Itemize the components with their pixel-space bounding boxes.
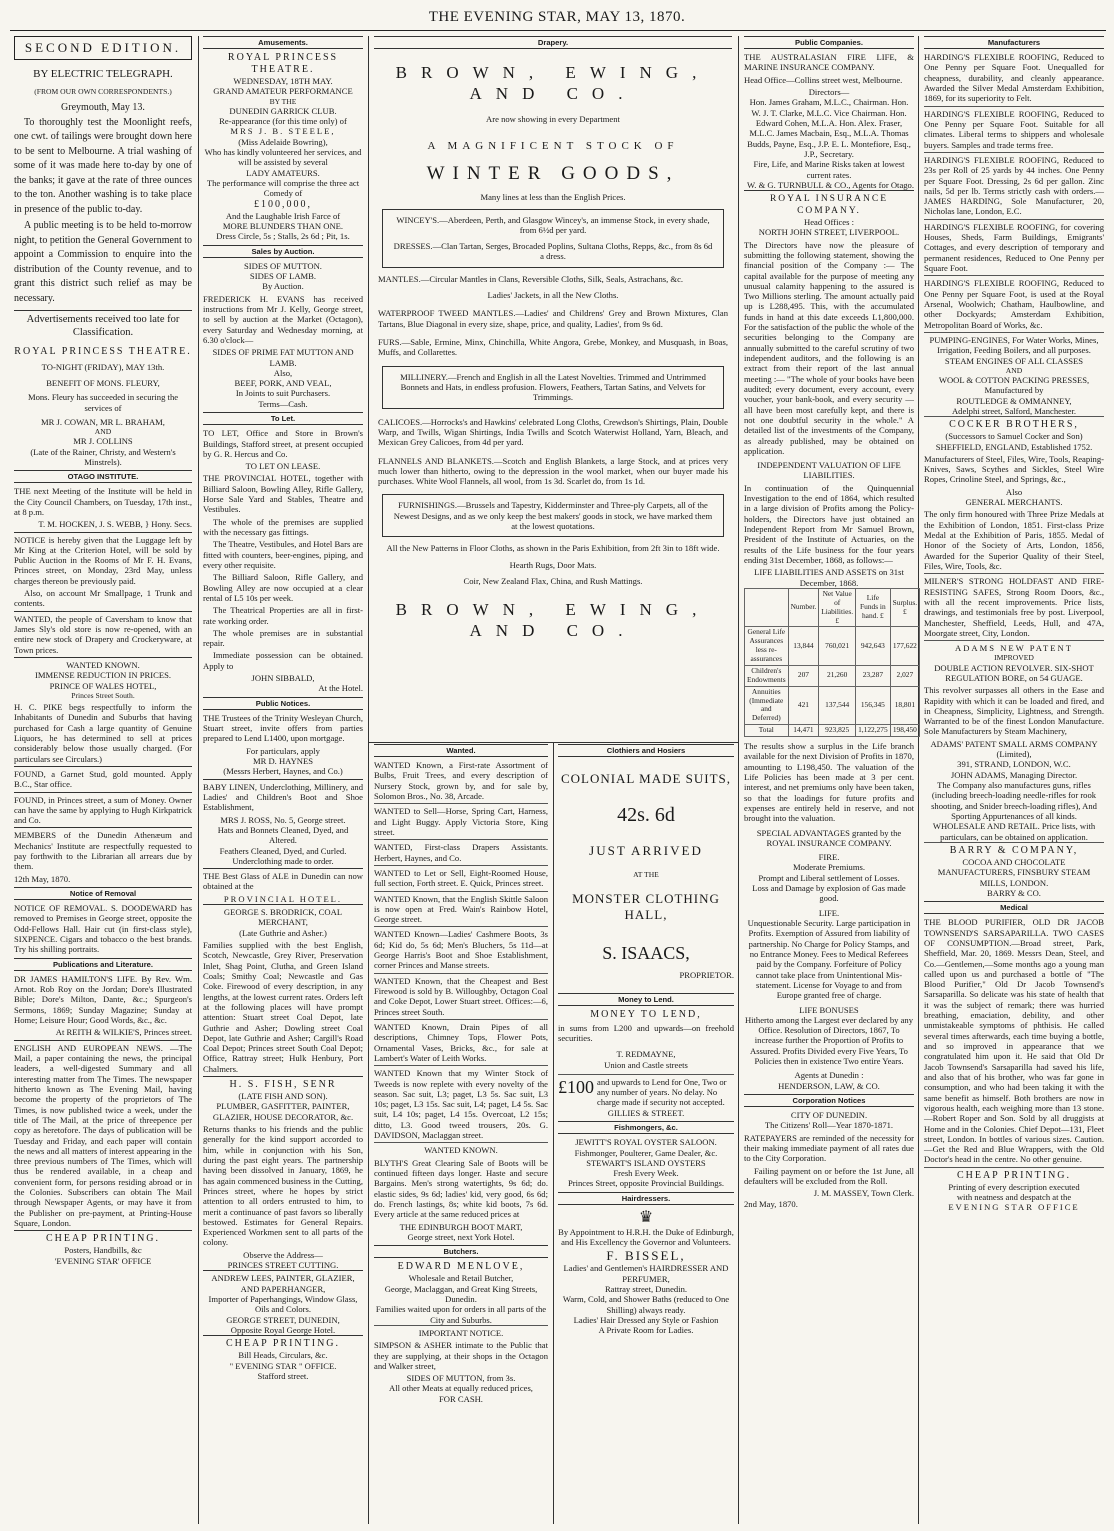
found-notice: FOUND, a Garnet Stud, gold mounted. Apply B.C., Star office. bbox=[14, 766, 192, 790]
revolver-text: This revolver surpasses all others in the Ease and Rapidity with which it can be loaded and fired, and in Cheapness, Simplicity, Lightness, and Strength. Warranted to be of the finest London Manufacture. Sole Manufacturers by Steam Machinery, bbox=[924, 685, 1104, 737]
cheap-printing: CHEAP PRINTING. bbox=[14, 1230, 192, 1245]
at-the: AT THE bbox=[633, 870, 659, 880]
found-notice: FOUND, in Princes street, a sum of Money. Owner can have the same by applying to Hugh Kirkpatrick and Co. bbox=[14, 792, 192, 826]
barry-co: BARRY & CO. bbox=[987, 887, 1041, 898]
prize-medals: The only firm honoured with Three Prize Medals at the Exhibition of London, 1851. First-class Prize Medal at the Exhibition of Paris, 1855. Medal of Honor of the Society of Arts, London, 1856, Awarded for the Superior Quality of their Steel, Files, Wire, Tools, &c. bbox=[924, 509, 1104, 571]
table-row bbox=[745, 686, 920, 725]
caversham-notice: WANTED, the people of Caversham to know that James Sly's old store is now re-opened, with an entire new stock of Drapery and Crockeryware, at Town prices. bbox=[14, 611, 192, 655]
masthead: THE EVENING STAR, MAY 13, 1870. bbox=[428, 9, 686, 25]
hearth-rugs: Hearth Rugs, Door Mats. bbox=[509, 559, 597, 570]
cocker-text: Manufacturers of Steel, Files, Wire, Tools, Reaping-Knives, Saws, Scythes and Sickles, Steel Wire Ropes, Crinoline Steel, and Springs, &c., bbox=[924, 453, 1104, 485]
wanted-known: WANTED KNOWN. bbox=[14, 657, 192, 670]
wanted-ad: WANTED Known, a First-rate Assortment of Bulbs, Fruit Trees, and every description of Nursery Stock, grown by, and for sale by, Solomon Bros., No. 38, Arcade. bbox=[374, 760, 548, 802]
wanted-ad: WANTED, First-class Drapers Assistants. Herbert, Haynes, and Co. bbox=[374, 839, 548, 863]
observe: Observe the Address— bbox=[243, 1249, 323, 1260]
column-rule bbox=[738, 36, 739, 1524]
butchers-heading: Butchers. bbox=[374, 1245, 548, 1258]
bill-heads: Bill Heads, Circulars, &c. bbox=[238, 1350, 328, 1361]
trinity-notice: THE Trustees of the Trinity Wesleyan Church, Stuart street, invite offers from parties prepared to Lend L1400, upon mortgage. bbox=[203, 712, 363, 744]
otago-notice: THE next Meeting of the Institute will be held in the City Council Chambers, on Tuesday, 17th inst., at 8 p.m. bbox=[14, 486, 192, 517]
adams: ADAMS NEW PATENT bbox=[924, 640, 1104, 653]
fish-notice: Returns thanks to his friends and the public generally for the kind support accorded to him, while in conjunction with his Son, during the past eight years. The partnership having been dissolved in January, 1869, he has again commenced business in the Cutting, Princes street, where he hopes by strict attention to all orders entrusted to him, to merit a continuance of past favors so liberally bestowed. Estimates for General Repairs. Experienced Workmen sent to all parts of the colony. bbox=[203, 1124, 363, 1248]
terms: Terms—Cash. bbox=[258, 398, 308, 409]
members-notice: MEMBERS of the Dunedin Athenæum and Mechanics' Institute are respectfully requested to pay forthwith to the Librarian all arrears due by them. bbox=[14, 827, 192, 871]
cutting: PRINCES STREET CUTTING. bbox=[227, 1260, 339, 1271]
wanted-ad: WANTED Known—Ladies' Cashmere Boots, 3s 6d; Kid do, 5s 6d; Men's Bluchers, 5s 11d—at George Harris's Boot and Shoe Establishment, corner Princes and Manse streets. bbox=[374, 926, 548, 970]
wanted-column bbox=[374, 744, 548, 1526]
moderate: Moderate Premiums. bbox=[792, 862, 866, 873]
public-companies-column bbox=[744, 36, 918, 1526]
removal-heading: Notice of Removal bbox=[14, 887, 192, 900]
by-auction: By Auction. bbox=[262, 281, 304, 292]
just-arrived: JUST ARRIVED bbox=[589, 842, 703, 858]
article-para: A public meeting is to be held to-morrow night, to petition the General Government to appoint a Commission to enquire into the distribution of the County revenue, and to grant this district such relief as may be necessary. bbox=[14, 220, 193, 304]
haynes-co: (Messrs Herbert, Haynes, and Co.) bbox=[223, 766, 343, 777]
guthrie: (Late Guthrie and Asher.) bbox=[239, 927, 327, 938]
adams-company: ADAMS' PATENT SMALL ARMS COMPANY bbox=[930, 738, 1098, 749]
all-other: All other Meats at equally reduced prices, bbox=[389, 1383, 533, 1394]
bissel: F. BISSEL, bbox=[606, 1247, 686, 1263]
money-heading: Money to Lend. bbox=[558, 993, 734, 1006]
wincey: WINCEY'S.—Aberdeen, Perth, and Glasgow Wincey's, an immense Stock, in every shade, from 6½d per yard. bbox=[396, 214, 710, 235]
baby-linen: BABY LINEN, Underclothing, Millinery, and Ladies' and Children's Boot and Shoe Establishment, bbox=[203, 779, 363, 813]
tonight: TO-NIGHT (FRIDAY), MAY 13th. bbox=[41, 361, 165, 372]
special-advantages: SPECIAL ADVANTAGES granted by the ROYAL INSURANCE COMPANY. bbox=[756, 827, 902, 848]
beef: BEEF, PORK, AND VEAL, bbox=[234, 378, 332, 389]
henderson: HENDERSON, LAW, & CO. bbox=[778, 1080, 880, 1091]
importer: Importer of Paperhangings, Window Glass, Oils and Colors. bbox=[208, 1294, 358, 1315]
general-merchants: GENERAL MERCHANTS. bbox=[965, 497, 1063, 508]
theatre-title: ROYAL PRINCESS THEATRE. bbox=[14, 345, 192, 357]
wanted-ad: WANTED Known, Drain Pipes of all descriptions, Chimney Tops, Flower Pots, Ornamental Vases, Bricks, &c., for sale at Lambert's Water of Leith Works. bbox=[374, 1019, 548, 1063]
neatness: with neatness and despatch at the bbox=[956, 1192, 1072, 1203]
royal-statement: The Directors have now the pleasure of submitting the following statement, showing the financial position of the Company :— The capital available for the purpose of meeting any unusual calamity happening to the assured is Two Millions sterling. The amount actually paid up is L288,495. This, with the accumulated funds in hand at this date exceeds L1,800,000. For the satisfaction of the public the whole of the securities belonging to the Company are annually submitted to the careful scrutiny of two independent auditors, and the following is an extract from their report of the last annual meeting :— "The whole of your books have been audited; every document, every account, every voucher, your bank-book, and every security —all have been most carefully kept, and there is not one doubtful security in the whole." A detailed list of the investments of the Company, as already published, may be obtained on application. bbox=[744, 239, 914, 456]
opposite: Opposite Royal George Hotel. bbox=[230, 1324, 336, 1335]
ladies-jackets: Ladies' Jackets, in all the New Cloths. bbox=[487, 290, 619, 301]
massey: J. M. MASSEY, Town Clerk. bbox=[813, 1188, 914, 1199]
barry: BARRY & COMPANY, bbox=[924, 842, 1104, 857]
pound-text: and upwards to Lend for One, Two or any number of years. No delay. No charge made if security not accepted. bbox=[597, 1076, 727, 1108]
john-adams: JOHN ADAMS, Managing Director. bbox=[950, 769, 1078, 780]
corporation-heading: Corporation Notices bbox=[744, 1094, 914, 1107]
reappearance: Re-appearance (for this time only) of bbox=[219, 116, 347, 127]
brown-ewing-title: BROWN, EWING, AND CO. bbox=[395, 63, 711, 103]
hotel-notice: The whole of the premises are supplied with the necessary gas fittings. bbox=[203, 516, 363, 537]
millinery: MILLINERY.—French and English in all the Latest Novelties. Trimmed and Untrimmed Bonnets and Hats, in endless profusion. Flowers, Feathers, Tartan Satins, and Velvets for Trimmings. bbox=[382, 366, 724, 409]
wanted-ad: WANTED Known that my Winter Stock of Tweeds is now replete with every novelty of the season. Sac suit, L3; paget, L3 5s. Sac suit, L3 10s; paget, L3 15s. Sac suit, L4; paget, L4 5s. Sac suit, L4 10s; paget, L4 15s. Overcoat, L2 15s; ditto, L3. Good tweed trousers, 20s. G. DAVIDSON, Maclaggan street. bbox=[374, 1065, 548, 1140]
also: Also, bbox=[273, 367, 293, 378]
public-notices-heading: Public Notices. bbox=[203, 697, 363, 710]
colonial-suits: COLONIAL MADE SUITS, bbox=[560, 771, 732, 787]
liabilities-table bbox=[744, 588, 920, 737]
cell: 760,021 bbox=[819, 627, 856, 666]
cell: 207 bbox=[788, 665, 819, 686]
cell: 156,345 bbox=[856, 686, 891, 725]
york: George street, next York Hotel. bbox=[407, 1231, 515, 1242]
hotel-notice: Immediate possession can be obtained. Apply to bbox=[203, 650, 363, 671]
correspondents: (FROM OUR OWN CORRESPONDENTS.) bbox=[34, 86, 172, 96]
proprietor: PROPRIETOR. bbox=[679, 970, 734, 981]
volunteered: Who has kindly volunteered her services, and will be assisted by several bbox=[204, 147, 362, 168]
drapery-heading: Drapery. bbox=[374, 36, 732, 49]
harding-ad: HARDING'S FLEXIBLE ROOFING, Reduced to One Penny per Square Foot, is used at the Royal Arsenal, Woolwich; Chatham, Haulbowline, and other Dockyards; Amsterdam Exhibition, Metropolitan Board of Works, &c. bbox=[924, 275, 1104, 330]
fresh: Fresh Every Week. bbox=[613, 1168, 679, 1179]
furs: FURS.—Sable, Ermine, Minx, Chinchilla, White Angora, Grebe, Monkey, and Musquash, in Boas, Muffs, and Collarettes. bbox=[378, 337, 728, 358]
clothiers-column bbox=[558, 744, 734, 1526]
grand-performance: GRAND AMATEUR PERFORMANCE bbox=[213, 86, 353, 97]
routledge: ROUTLEDGE & OMMANNEY, bbox=[956, 395, 1072, 406]
steele: MRS J. B. STEELE, bbox=[230, 126, 336, 137]
late-of: (Late of the Rainer, Christy, and Western's Minstrels). bbox=[30, 446, 176, 467]
performance: The performance will comprise the three act Comedy of bbox=[206, 178, 360, 199]
stewart: STEWART'S ISLAND OYSTERS bbox=[586, 1157, 706, 1168]
strand: 391, STRAND, LONDON, W.C. bbox=[957, 759, 1071, 770]
cell: 14,471 bbox=[788, 725, 819, 737]
blyth-ad: BLYTH'S Great Clearing Sale of Boots will be continued fifteen days longer. Haste and secure Bargains. Men's strong watertights, 9s 6d; do. elastic sides, 9s 6d; ladies' kid, very good, 6s 6d; do. French lastings, 8s; white kid boots, 7s 6d. Every article at the same reduced prices at bbox=[374, 1157, 548, 1220]
waterproof: WATERPROOF TWEED MANTLES.—Ladies' and Childrens' Grey and Brown Mixtures, Clan Tartans, Blue Diagonal in every size, shape, price, and quality, Ladies', from 9s 6d. bbox=[378, 308, 728, 329]
stafford: Stafford street. bbox=[257, 1370, 309, 1381]
pound-amount: £100 bbox=[558, 1076, 594, 1097]
independent-text: In continuation of the Quinquennial Investigation to the end of 1864, which resulted in a large division of Profits among the Policy-holders, the Directors have just obtained an Independent Report from Mr Samuel Brown, President of the Institute of Actuaries, on the results of the Life business for the four years ending 31st December, 1868, as follows:— bbox=[744, 482, 914, 565]
garrick-club: DUNEDIN GARRICK CLUB. bbox=[229, 105, 337, 116]
bonuses-text: Hitherto among the Largest ever declared by any Office. Resolution of Directors, 1867, To increase further the Proportion of Profits to Assured. Profits Divided every Five Years, To Policies then in existence Two entire Years. bbox=[744, 1014, 914, 1067]
royal-insurance: ROYAL INSURANCE COMPANY. bbox=[744, 190, 914, 217]
manufacturers-column bbox=[924, 36, 1104, 1526]
publications-heading: Publications and Literature. bbox=[14, 958, 192, 971]
monster-hall: MONSTER CLOTHING HALL, bbox=[572, 891, 720, 922]
dresses: DRESSES.—Clan Tartan, Serges, Brocaded Poplins, Sultana Cloths, Repps, &c., from 8s 6d a dress. bbox=[393, 241, 713, 262]
prime-mutton: SIDES OF PRIME FAT MUTTON AND LAMB. bbox=[212, 347, 354, 368]
suit-price: 42s. 6d bbox=[617, 803, 675, 826]
results: The results show a surplus in the Life branch available for the next Division of Profits in 1870, amounting to L198,450. The valuation of the Life Policies has been made at 3 per cent. interest, and net premiums only have been taken, so that the loadings for future profits and expenses are entirely held in reserve, and not brought into the valuation. bbox=[744, 741, 914, 824]
cell: 137,544 bbox=[819, 686, 856, 725]
table-row bbox=[745, 665, 920, 686]
hats: Hats and Bonnets Cleaned, Dyed, and Altered. bbox=[217, 824, 349, 846]
wednesday: WEDNESDAY, 18TH MAY. bbox=[233, 76, 333, 87]
baths: Warm, Cold, and Shower Baths (reduced to One Shilling) always ready. bbox=[562, 1294, 730, 1315]
ale-notice: THE Best Glass of ALE in Dunedin can now obtained at the bbox=[203, 868, 363, 892]
fishmongers-heading: Fishmongers, &c. bbox=[558, 1121, 734, 1134]
column-rule bbox=[918, 36, 919, 1524]
edition-heading: SECOND EDITION. bbox=[14, 36, 192, 60]
furnishings: FURNISHINGS.—Brussels and Tapestry, Kidderminster and Three-ply Carpets, all of the Newest Designs, and as we only keep the best makers' goods in stock, we have marked them at the lowest quotations. bbox=[382, 494, 724, 537]
sums: in sums from L200 and upwards—on freehold securities. bbox=[558, 1022, 734, 1043]
jewitt: JEWITT'S ROYAL OYSTER SALOON. bbox=[575, 1137, 717, 1148]
column-2 bbox=[203, 36, 363, 1526]
agents: Agents at Dunedin : bbox=[794, 1070, 864, 1081]
directors: Directors— bbox=[808, 87, 850, 98]
late-heading: Advertisements received too late for Classification. bbox=[14, 310, 192, 339]
prompt: Prompt and Liberal settlement of Losses. bbox=[758, 872, 900, 883]
secretaries: T. M. HOCKEN, J. S. WEBB, } Hony. Secs. bbox=[38, 519, 192, 530]
pumping-engines: PUMPING-ENGINES, For Water Works, Mines, Irrigation, Feeding Boilers, and all purposes. STEAM ENGINES OF ALL CLASSES bbox=[924, 332, 1104, 366]
hotel-notice: The Theatrical Properties are all in first-rate working order. bbox=[203, 605, 363, 626]
calicoes: CALICOES.—Horrocks's and Hawkins' celebrated Long Cloths, Crewdson's Shirtings, Plain, Double Warp, and Twills, Wigan Shirtings, India Twills and Scotch Waterwist Holland, Yarn, Bleach, and Mexican Grey Calicoes, from 4d per yard. bbox=[378, 416, 728, 448]
mantles: MANTLES.—Circular Mantles in Clans, Reversible Cloths, Silk, Seals, Astrachans, &c. bbox=[378, 273, 684, 284]
immense-reduction: IMMENSE REDUCTION IN PRICES. bbox=[34, 670, 172, 681]
many-lines: Many lines at less than the English Prices. bbox=[480, 192, 626, 203]
australasian: THE AUSTRALASIAN FIRE LIFE, & MARINE INSURANCE COMPANY. bbox=[744, 52, 914, 73]
cheap-printing: CHEAP PRINTING. bbox=[203, 1335, 363, 1350]
performers: MR J. COWAN, MR L. BRAHAM, bbox=[41, 416, 165, 427]
corp-date: 2nd May, 1870. bbox=[744, 1198, 798, 1209]
improved: IMPROVED bbox=[994, 653, 1034, 663]
row-label: Annuities (Immediate and Deferred) bbox=[745, 686, 789, 725]
clothiers-heading: Clothiers and Hosiers bbox=[558, 744, 734, 757]
wanted-heading: Wanted. bbox=[374, 744, 548, 757]
maclaggan: George, Maclaggan, and Great King Streets, Dunedin. bbox=[384, 1283, 538, 1304]
hotel-notice: The Theatre, Vestibules, and Hotel Bars are fitted with counters, beer-engines, piping, and every other requisite. bbox=[203, 539, 363, 570]
prices: Dress Circle, 5s ; Stalls, 2s 6d ; Pit, 1s. bbox=[216, 231, 350, 242]
public-heading: Public Companies. bbox=[744, 36, 914, 49]
cocker: COCKER BROTHERS, bbox=[924, 416, 1104, 431]
city: CITY OF DUNEDIN. bbox=[790, 1110, 868, 1121]
joints: In Joints to suit Purchasers. bbox=[235, 388, 331, 399]
lease: TO LET ON LEASE. bbox=[245, 461, 321, 472]
double-action: DOUBLE ACTION REVOLVER. SIX-SHOT REGULATION BORE, on 54 GUAGE. bbox=[934, 662, 1094, 683]
wanted-ad: WANTED Known, that the Cheapest and Best Firewood is sold by B. Willoughby, Octagon Coal and Coke Depot, Lower Stuart street. Offices:—6, Princes street South. bbox=[374, 973, 548, 1017]
harding-ad: HARDING'S FLEXIBLE ROOFING, Reduced to One Penny per Square Foot. Unequalled for cheapness, durability, and cleanly appearance. Awarded the Silver Medal Amsterdam Exhibition, 1869, for its superiority to Felt. bbox=[924, 52, 1104, 104]
liverpool: NORTH JOHN STREET, LIVERPOOL. bbox=[758, 227, 900, 238]
director-list: Hon. James Graham, M.L.C., Chairman. Hon. W. J. T. Clarke, M.L.C. Vice Chairman. Hon. Edward Cohen, M.L.A. Hon. Alex. Fraser, M.L.C. James Macbain, Esq., M.L.A. Thomas Budds, Payne, Esq., J.P. E. L. Montefiore, Esq., J.P., Secretary. bbox=[747, 97, 911, 159]
fleury-text: Mons. Fleury has succeeded in securing the services of bbox=[27, 392, 179, 413]
office-name: " EVENING STAR " OFFICE. bbox=[229, 1360, 337, 1371]
table-row bbox=[745, 627, 920, 666]
telegraph-heading: BY ELECTRIC TELEGRAPH. bbox=[33, 67, 173, 80]
redmayne: T. REDMAYNE, bbox=[616, 1049, 676, 1060]
private-room: A Private Room for Ladies. bbox=[598, 1325, 694, 1336]
milner: MILNER'S STRONG HOLDFAST AND FIRE-RESISTING SAFES, Strong Room Doors, &c., with all the recent improvements. Price lists, drawings, and testimonials free by post. Liverpool, Manchester, Sheffield, Leeds, Hull, and 47A, Moorgate street, City, London. bbox=[924, 573, 1104, 638]
cell: 923,825 bbox=[819, 725, 856, 737]
also: Also bbox=[1005, 486, 1023, 497]
hotel-notice: The Billiard Saloon, Rifle Gallery, and Bowling Alley are now occupied at a clear rental of L5 10s per week. bbox=[203, 572, 363, 603]
plumber: PLUMBER, GASFITTER, PAINTER, GLAZIER, HOUSE DECORATOR, &c. bbox=[212, 1101, 354, 1122]
cocoa: COCOA AND CHOCOLATE MANUFACTURERS, FINSBURY STEAM MILLS, LONDON. bbox=[937, 856, 1091, 888]
haynes: MR D. HAYNES bbox=[252, 756, 314, 767]
lady-amateurs: LADY AMATEURS. bbox=[246, 167, 320, 178]
to-let-heading: To Let. bbox=[203, 412, 363, 425]
company-text: The Company also manufactures guns, rifles (including breech-loading needle-rifles for rook shooting, and Snider breech-loading rifles), And Sporting Appurtenances of all kinds. WHOLESALE AND RETAIL. Price lists, with particulars, can be obtained on application. bbox=[931, 780, 1097, 842]
section-rule bbox=[369, 742, 738, 743]
and: AND bbox=[94, 427, 112, 437]
harding-ad: HARDING'S FLEXIBLE ROOFING, Reduced to 23s per Roll of 25 yards by 44 inches. One Penny per Square Foot. Dressing, 2s 6d per gallon. Zinc nails, 5d per lb. Terms strictly cash with orders.—JAMES HARDING, Sole Manufacturer, 20, Nicholas lane, London, E.C. bbox=[924, 152, 1104, 217]
flannels: FLANNELS AND BLANKETS.—Scotch and English Blankets, a large Stock, and at prices very much lower than hitherto, owing to the depression in the wool market, when our buyer made his purchases. White Wool Flannels, all wool, from 1s 3d. Scarlet do, from 1s 1d. bbox=[378, 455, 728, 487]
table-row bbox=[745, 725, 920, 737]
fish-title: H. S. FISH, SENR bbox=[203, 1076, 363, 1091]
amusements-heading: Amusements. bbox=[203, 36, 363, 49]
hairdresser: Ladies' and Gentlemen's HAIRDRESSER AND PERFUMER, bbox=[563, 1263, 729, 1284]
for-particulars: For particulars, apply bbox=[246, 745, 320, 756]
citizens-roll: The Citizens' Roll—Year 1870-1871. bbox=[764, 1120, 894, 1131]
english-news: ENGLISH AND EUROPEAN NEWS. —The Mail, a paper containing the news, the principal leaders, a well-digested Summary and all interesting matter from The Times. The newspaper hitherto known as The Evening Mail, having become the property of the proprietors of The Times, is now published twice a week, under the title of The Mail, at the price of threepence per copy as heretofore. The days of publication will be Tuesday and Friday, and each paper will contain the news and all matters of interest appearing in the three previous numbers of The Times, which will thus be rendered available, in a cheap and convenient form, for persons residing abroad or in the Colonies. Subscribers can obtain The Mail through Newspaper Agents, or may have it from the Publisher on pre-payment, at Printing-House Square, London. bbox=[14, 1040, 192, 1229]
prince-street: Princes Street South. bbox=[71, 690, 135, 700]
for-cash: FOR CASH. bbox=[439, 1393, 483, 1404]
cell: 177,622 bbox=[890, 627, 919, 666]
column-rule bbox=[553, 742, 554, 1524]
office-name: 'EVENING STAR' OFFICE bbox=[54, 1255, 152, 1266]
col-net: Net Value of Liabilities. £ bbox=[819, 588, 856, 627]
pike-notice: H. C. PIKE begs respectfully to inform the Inhabitants of Dunedin and Suburbs that having purchased for Cash a large quantity of Genuine Liquors, he has determined to sell at prices considerably below those usually charged. (For particulars see Circulars.) bbox=[14, 702, 192, 764]
life-text: Unquestionable Security. Large participation in Profits. Exemption of Assured from liability of partnership. No Charge for Policy Stamps, and no Entrance Money. Fees to Medical Referees paid by the Company. Forfeiture of Policy cannot take place from Unintentional Mis-statement. License for Voyage to and from Europe granted free of charge. bbox=[747, 918, 911, 1001]
ratepayers: RATEPAYERS are reminded of the necessity for their making immediate payment of all rates due to the City Corporation. bbox=[744, 1132, 914, 1164]
important: IMPORTANT NOTICE. bbox=[374, 1325, 548, 1338]
isaacs: S. ISAACS, bbox=[602, 942, 690, 963]
comedy-title: £100,000, bbox=[254, 198, 312, 210]
masthead-rule bbox=[10, 30, 1106, 31]
head-offices: Head Offices : bbox=[804, 216, 854, 227]
cell: 942,643 bbox=[856, 627, 891, 666]
risks: Fire, Life, and Marine Risks taken at lowest current rates. bbox=[753, 159, 905, 180]
fishmonger: Fishmonger, Poulterer, Game Dealer, &c. bbox=[574, 1147, 718, 1158]
wanted-ad: WANTED Known, that the English Skittle Saloon is now open at Fred. Wain's Rainbow Hotel, George street. bbox=[374, 891, 548, 925]
column-1 bbox=[14, 36, 192, 1526]
to-let-notice: TO LET, Office and Store in Brown's Buildings, Stafford street, at present occupied by G. R. Hercus and Co. bbox=[203, 428, 363, 459]
bonuses: LIFE BONUSES bbox=[799, 1004, 859, 1015]
royal-theatre: ROYAL PRINCESS THEATRE. bbox=[227, 52, 339, 76]
wool-presses: WOOL & COTTON PACKING PRESSES, bbox=[938, 374, 1090, 385]
blood-purifier: THE BLOOD PURIFIER, OLD DR JACOB TOWNSEND'S SARSAPARILLA. TWO CASES OF CONSUMPTION.—Broad street, Park, Sheffield, Mar. 20, 1869. Messrs Dean, Steel, and Co.—Gentlemen,—Some months ago a young man called upon us and purchased a bottle of "The Blood Purifier," Old Dr Jacob Townsend's Sarsaparilla. So delicate was his state of health that it was the subject of remark; there was hurried breathing, emaciation, debility, and other unmistakeable symptoms of phthisis. He called several times afterwards, each time buying a bottle, and so improved in appearance that we congratulated him upon it. He said that Old Dr Jacob Townsend's Sarsaparilla had saved his life, and also that of his brother, who was far gone in consumption, and who had been taking it with the same benefit as himself. Both brothers are now in vigorous health, each weighing more than 13 stone.—Robert Roper and Son. Sold by all druggists at Home and in the Colonies. Chief Depot—131, Fleet street, London. In bottles of various sizes. Caution.—Get the Red and Blue Wrappers, with the Old Doctor's head in the centre. No other genuine. bbox=[924, 917, 1104, 1165]
cell: 421 bbox=[788, 686, 819, 725]
posters: Posters, Handbills, &c bbox=[64, 1245, 142, 1256]
head-office: Head Office—Collins street west, Melbourne. bbox=[744, 74, 903, 85]
col-surplus: Surplus. £ bbox=[890, 588, 919, 627]
row-label: General Life Assurances less re-assurances bbox=[745, 627, 789, 666]
column-rule bbox=[368, 36, 369, 1524]
harding-ad: HARDING'S FLEXIBLE ROOFING, Reduced to One Penny per Square Foot. Suitable for all climates. Liberal terms to shippers and wholesale buyers. Samples and trade terms free. bbox=[924, 106, 1104, 150]
blunders: MORE BLUNDERS THAN ONE. bbox=[222, 220, 344, 231]
column-rule bbox=[198, 36, 199, 1524]
manufacturers-heading: Manufacturers bbox=[924, 36, 1104, 49]
loss: Loss and Damage by explosion of Gas made good. bbox=[752, 883, 906, 904]
brown-ewing-title: BROWN, EWING, AND CO. bbox=[395, 600, 711, 640]
george-street: GEORGE STREET, DUNEDIN, bbox=[226, 1314, 340, 1325]
showing: Are now showing in every Department bbox=[486, 113, 620, 124]
wanted-ad: WANTED to Let or Sell, Eight-Roomed House, full section, Forth street. E. Quick, Princes street. bbox=[374, 865, 548, 889]
rattray: Rattray street, Dunedin. bbox=[604, 1283, 688, 1294]
winter-goods: WINTER GOODS, bbox=[426, 163, 680, 185]
lees: ANDREW LEES, PAINTER, GLAZIER, AND PAPERHANGER, bbox=[203, 1270, 363, 1294]
floor-cloths: All the New Patterns in Floor Cloths, as shown in the Paris Exhibition, from 2ft 3in to 18ft wide. bbox=[386, 543, 720, 554]
cell: 21,260 bbox=[819, 665, 856, 686]
cell: 23,287 bbox=[856, 665, 891, 686]
cheap-printing: CHEAP PRINTING. bbox=[924, 1167, 1104, 1182]
princes-street: Princes Street, opposite Provincial Buildings. bbox=[567, 1178, 725, 1189]
dateline: Greymouth, May 13. bbox=[61, 101, 145, 113]
reith-wilkie: At REITH & WILKIE'S, Princes street. bbox=[55, 1027, 192, 1038]
ladies-hair: Ladies' Hair Dressed any Style or Fashion bbox=[573, 1314, 719, 1325]
at-hotel: At the Hotel. bbox=[318, 683, 363, 694]
provincial-hotel: PROVINCIAL HOTEL. bbox=[223, 893, 343, 904]
drapery-column bbox=[374, 36, 732, 738]
members-date: 12th May, 1870. bbox=[14, 873, 71, 884]
turnbull: W. & G. TURNBULL & CO., Agents for Otago. bbox=[746, 179, 914, 190]
article-para: To thoroughly test the Moonlight reefs, one cwt. of tailings were brought down here to be sent to Melbourne. A trial washing of some of it was made here to-day by one of the banks; it gave at the rate of three ounces to the ton. Another washing is to take place in presence of the public to-day. bbox=[14, 116, 192, 215]
mutton: SIDES OF MUTTON. bbox=[244, 260, 322, 271]
medical-heading: Medical bbox=[924, 901, 1104, 914]
families: Families waited upon for orders in all parts of the City and Suburbs. bbox=[375, 1304, 547, 1325]
auction-heading: Sales by Auction. bbox=[203, 245, 363, 258]
ross: MRS J. ROSS, No. 5, George street. bbox=[220, 814, 346, 825]
life: LIFE. bbox=[818, 907, 840, 918]
menlove: EDWARD MENLOVE, bbox=[397, 1261, 525, 1273]
coir: Coir, New Zealand Flax, China, and Rush Mattings. bbox=[463, 576, 643, 586]
cell: 2,027 bbox=[890, 665, 919, 686]
and: AND bbox=[1005, 365, 1023, 375]
hotel-notice: THE PROVINCIAL HOTEL, together with Billiard Saloon, Bowling Alley, Rifle Gallery, Horse Sale Yard and Stables, Theatre and Vestibules. bbox=[203, 473, 363, 515]
row-label: Total bbox=[745, 725, 789, 737]
cocker-successors: (Successors to Samuel Cocker and Son) SHEFFIELD, ENGLAND, Established 1752. bbox=[935, 431, 1093, 452]
otago-heading: OTAGO INSTITUTE. bbox=[14, 470, 192, 483]
coal-notice: Families supplied with the best English, Scotch, Newcastle, Grey River, Preservation Inlet, Shag Point, Clutha, and Green Island Coals; Smithy Coal; Newcastle and Gas Coke. Firewood of every description, in any lengths, at the lowest current rates. Orders left at the following places will have prompt attention: Stuart street Coal Depot, late Guthrie and Asher; Dowling street Coal Depot, late Guthrie and Asher; Cargill's Road Coal Depot; Princes street South Coal Depot; Office, Rattray street; Hulk Henbury, Port Chalmers. bbox=[203, 940, 363, 1074]
fire: FIRE. bbox=[818, 852, 840, 863]
benefit: BENEFIT OF MONS. FLEURY, bbox=[46, 377, 160, 388]
boot-mart: THE EDINBURGH BOOT MART, bbox=[399, 1221, 523, 1232]
hairdressers-heading: Hairdressers. bbox=[558, 1192, 734, 1205]
manufactured-by: Manufactured by bbox=[984, 385, 1044, 396]
cell: 18,801 bbox=[890, 686, 919, 725]
cell: 198,450 bbox=[890, 725, 919, 737]
by-the: BY THE bbox=[269, 96, 297, 106]
printing-text: Printing of every description executed bbox=[948, 1181, 1080, 1192]
sides: SIDES OF MUTTON, from 3s. bbox=[406, 1373, 516, 1384]
row-label: Children's Endowments bbox=[745, 665, 789, 686]
removal-notice: NOTICE OF REMOVAL. S. DOODEWARD has removed to Premises in George street, opposite the Odd-Fellows Hall. Hair cut (in first-class style), SIXPENCE. Cigars and tobacco o the best brands. Try his shilling portraits. bbox=[14, 903, 192, 955]
independent-valuation: INDEPENDENT VALUATION OF LIFE LIABILITIES. bbox=[757, 460, 901, 481]
gillies: GILLIES & STREET. bbox=[607, 1107, 685, 1118]
adelphi: Adelphi street, Salford, Manchester. bbox=[951, 405, 1077, 416]
pound-ad bbox=[558, 1074, 734, 1108]
bowring: (Miss Adelaide Bowring), bbox=[238, 136, 328, 147]
luggage-notice: NOTICE is hereby given that the Luggage left by Mr King at the Criterion Hotel, will be sold by Public Auction in the Rooms of Mr F. H. Evans, Princes street, on Monday, 23rd May, unless charges thereon be previously paid. bbox=[14, 532, 192, 587]
brodrick: GEORGE S. BRODRICK, COAL MERCHANT, bbox=[203, 904, 363, 928]
hotel-notice: The whole premises are in substantial repair. bbox=[203, 627, 363, 649]
wincey-box bbox=[382, 209, 724, 268]
col-number: Number. bbox=[788, 588, 819, 627]
simpson: SIMPSON & ASHER intimate to the Public that they are supplying, at their shops in the Octagon and Walker street, bbox=[374, 1340, 548, 1371]
hamilton-notice: DR JAMES HAMILTON'S LIFE. By Rev. Wm. Arnot. Rob Roy on the Jordan; Dore's Illustrated Bible; Dore's Milton, Dante, &c.; Spurgeon's Sermons, 1869; Sunday Magazine; Sunday at Home; Leisure Hour; Good Words, &c., &c. bbox=[14, 973, 192, 1026]
col-funds: Life Funds in hand. £ bbox=[856, 588, 891, 627]
prince-hotel: PRINCE OF WALES HOTEL, bbox=[49, 680, 157, 691]
cell: 1,122,275 bbox=[856, 725, 891, 737]
cell: 13,844 bbox=[788, 627, 819, 666]
fish-son: (LATE FISH AND SON). bbox=[238, 1091, 328, 1102]
luggage-notice-2: Also, on account Mr Smallpage, 1 Trunk and contents. bbox=[14, 588, 192, 609]
wanted-known: WANTED KNOWN. bbox=[374, 1142, 548, 1155]
office-name: EVENING STAR OFFICE bbox=[948, 1202, 1080, 1213]
wanted-ad: WANTED to Sell—Horse, Spring Cart, Harness, and Light Buggy. Apply Victoria Store, King street. bbox=[374, 803, 548, 837]
magnificent: A MAGNIFICENT STOCK OF bbox=[427, 140, 679, 153]
lamb: SIDES OF LAMB. bbox=[249, 271, 317, 282]
union: Union and Castle streets bbox=[604, 1059, 688, 1070]
feathers: Feathers Cleaned, Dyed, and Curled. Underclothing made to order. bbox=[219, 845, 347, 866]
harding-ad: HARDING'S FLEXIBLE ROOFING, for covering Houses, Sheds, Farm Buildings, Emigrants' Cottages, and every description of temporary and permanent residences, Reduced to One Penny per Square Foot. bbox=[924, 219, 1104, 274]
failing: Failing payment on or before the 1st June, all defaulters will be excluded from the Roll. bbox=[744, 1165, 914, 1186]
money-to-lend: MONEY TO LEND, bbox=[590, 1008, 702, 1020]
sibbald: JOHN SIBBALD, bbox=[251, 673, 315, 684]
appointment: By Appointment to H.R.H. the Duke of Edinburgh, and His Excellency the Governor and Volunteers. bbox=[558, 1227, 734, 1248]
crest-icon: ♛ bbox=[638, 1208, 654, 1226]
performer: MR J. COLLINS bbox=[73, 436, 133, 447]
limited: (Limited), bbox=[996, 749, 1032, 760]
butcher: Wholesale and Retail Butcher, bbox=[408, 1273, 514, 1284]
table-title: LIFE LIABILITIES AND ASSETS on 31st December, 1868. bbox=[754, 567, 904, 588]
farce: And the Laughable Irish Farce of bbox=[225, 210, 341, 221]
evans-notice: FREDERICK H. EVANS has received instructions from Mr J. Kelly, George street, to sell by auction at the Market (Octagon), every Saturday and Wednesday morning, at 6.30 o'clock— bbox=[203, 293, 363, 345]
